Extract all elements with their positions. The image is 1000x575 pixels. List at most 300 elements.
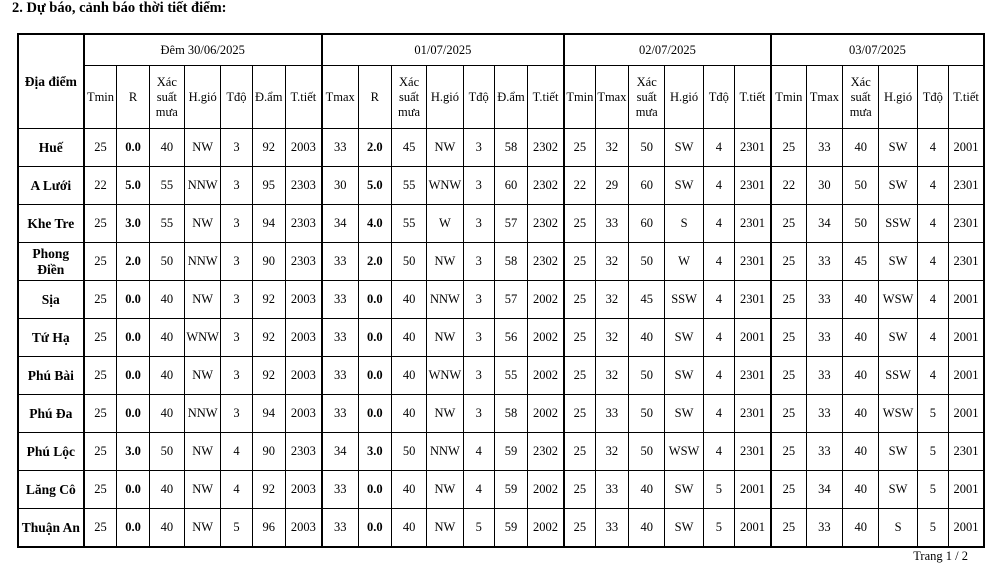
value-cell: 58 [494,395,527,433]
value-cell: SSW [665,281,703,319]
value-cell: NW [427,243,463,281]
value-cell: NW [427,509,463,548]
column-header: Tmax [806,66,842,129]
value-cell: NNW [184,167,220,205]
value-cell: 2301 [735,433,771,471]
value-cell: 33 [806,243,842,281]
value-cell: SSW [879,357,917,395]
value-cell: 34 [322,205,358,243]
table-row [18,433,984,471]
value-cell: 2301 [949,167,985,205]
value-cell: NW [427,319,463,357]
value-cell: 0.0 [117,395,149,433]
section-heading: 2. Dự báo, cảnh báo thời tiết điểm: [12,0,227,16]
value-cell: 40 [629,471,665,509]
value-cell: 33 [322,509,358,548]
value-cell: 59 [494,471,527,509]
value-cell: SW [879,167,917,205]
value-cell: NNW [427,433,463,471]
value-cell: 25 [771,243,806,281]
value-cell: 57 [494,281,527,319]
value-cell: 4 [703,167,734,205]
value-cell: 25 [84,243,117,281]
value-cell: 2301 [735,281,771,319]
value-cell: 50 [629,243,665,281]
value-cell: 4 [917,357,948,395]
value-cell: 90 [252,433,285,471]
value-cell: WNW [427,167,463,205]
value-cell: 22 [771,167,806,205]
value-cell: 59 [494,509,527,548]
value-cell: 5 [917,509,948,548]
value-cell: 2002 [528,357,564,395]
value-cell: 22 [564,167,595,205]
value-cell: 2301 [949,433,985,471]
value-cell: 32 [595,357,628,395]
location-cell: Lăng Cô [18,471,84,509]
value-cell: 40 [149,395,184,433]
value-cell: 57 [494,205,527,243]
value-cell: 25 [564,319,595,357]
value-cell: S [879,509,917,548]
column-header: T.tiết [285,66,321,129]
value-cell: 3.0 [117,205,149,243]
value-cell: SW [665,167,703,205]
value-cell: 33 [806,433,842,471]
value-cell: 2303 [285,243,321,281]
value-cell: 2003 [285,509,321,548]
value-cell: 55 [149,167,184,205]
value-cell: 25 [84,129,117,167]
location-cell: Phú Đa [18,395,84,433]
value-cell: 2003 [285,471,321,509]
column-header: Tmax [322,66,358,129]
value-cell: 60 [629,205,665,243]
value-cell: 5.0 [117,167,149,205]
value-cell: 34 [322,433,358,471]
value-cell: 4 [463,433,494,471]
location-cell: Sịa [18,281,84,319]
value-cell: 34 [806,205,842,243]
value-cell: 4 [703,129,734,167]
value-cell: 33 [806,509,842,548]
value-cell: 92 [252,471,285,509]
value-cell: SW [665,509,703,548]
value-cell: 2002 [528,471,564,509]
value-cell: 94 [252,205,285,243]
value-cell: 58 [494,243,527,281]
value-cell: 3 [463,319,494,357]
value-cell: 2002 [528,281,564,319]
value-cell: 40 [843,433,879,471]
value-cell: NW [427,395,463,433]
value-cell: WNW [427,357,463,395]
value-cell: NW [427,129,463,167]
value-cell: 25 [771,319,806,357]
value-cell: 3 [463,357,494,395]
column-header: Xác suất mưa [149,66,184,129]
table-row [18,129,984,167]
value-cell: 3 [221,357,252,395]
value-cell: 40 [391,471,426,509]
value-cell: 40 [843,471,879,509]
value-cell: 2001 [949,129,985,167]
value-cell: 3 [463,243,494,281]
value-cell: 25 [564,243,595,281]
column-header: R [117,66,149,129]
value-cell: 25 [84,319,117,357]
value-cell: 2001 [949,395,985,433]
value-cell: 3 [463,167,494,205]
value-cell: 40 [843,395,879,433]
period-header-row [18,34,984,66]
value-cell: 4 [917,243,948,281]
value-cell: 3 [221,395,252,433]
value-cell: 25 [564,205,595,243]
value-cell: 59 [494,433,527,471]
page-number: Trang 1 / 2 [913,549,968,563]
value-cell: 33 [806,281,842,319]
value-cell: 0.0 [358,395,391,433]
period-header: 01/07/2025 [322,34,564,66]
value-cell: 2002 [528,509,564,548]
column-header: Tđộ [703,66,734,129]
value-cell: 60 [494,167,527,205]
value-cell: 0.0 [117,471,149,509]
value-cell: 2.0 [358,243,391,281]
table-row [18,205,984,243]
value-cell: 50 [629,357,665,395]
value-cell: 2001 [949,509,985,548]
value-cell: 40 [391,395,426,433]
value-cell: 33 [806,395,842,433]
value-cell: 2301 [735,357,771,395]
value-cell: 5 [917,433,948,471]
column-header: H.gió [184,66,220,129]
value-cell: 2001 [949,471,985,509]
value-cell: 25 [564,395,595,433]
value-cell: 2301 [735,205,771,243]
table-row [18,509,984,548]
column-header: Tđộ [463,66,494,129]
value-cell: 2002 [528,395,564,433]
value-cell: 25 [84,205,117,243]
value-cell: 33 [322,243,358,281]
value-cell: 5 [917,471,948,509]
value-cell: 5 [917,395,948,433]
value-cell: 32 [595,433,628,471]
value-cell: 2003 [285,357,321,395]
value-cell: 4 [703,395,734,433]
value-cell: 33 [322,357,358,395]
value-cell: 25 [84,509,117,548]
value-cell: 33 [322,129,358,167]
value-cell: SSW [879,205,917,243]
value-cell: 40 [843,129,879,167]
value-cell: NNW [184,395,220,433]
value-cell: 4 [703,319,734,357]
value-cell: 25 [771,471,806,509]
value-cell: 60 [629,167,665,205]
value-cell: 4 [917,319,948,357]
value-cell: 25 [771,395,806,433]
value-cell: 40 [843,509,879,548]
value-cell: 45 [629,281,665,319]
value-cell: 2301 [735,129,771,167]
value-cell: 3.0 [358,433,391,471]
value-cell: 50 [629,433,665,471]
value-cell: 25 [564,471,595,509]
value-cell: 92 [252,319,285,357]
value-cell: W [427,205,463,243]
value-cell: 25 [564,281,595,319]
value-cell: 40 [391,357,426,395]
value-cell: 2303 [285,205,321,243]
value-cell: 33 [595,509,628,548]
value-cell: 40 [629,509,665,548]
column-header: T.tiết [735,66,771,129]
value-cell: 3 [221,243,252,281]
value-cell: 32 [595,281,628,319]
value-cell: 0.0 [358,509,391,548]
value-cell: 56 [494,319,527,357]
value-cell: 0.0 [117,129,149,167]
value-cell: 4 [221,433,252,471]
value-cell: SW [879,319,917,357]
value-cell: 4 [703,357,734,395]
column-header: R [358,66,391,129]
value-cell: 92 [252,129,285,167]
value-cell: 25 [564,129,595,167]
value-cell: 40 [391,281,426,319]
period-header: 03/07/2025 [771,34,984,66]
value-cell: S [665,205,703,243]
value-cell: 25 [771,357,806,395]
location-cell: A Lưới [18,167,84,205]
value-cell: 96 [252,509,285,548]
value-cell: 55 [149,205,184,243]
value-cell: NW [184,205,220,243]
period-header: Đêm 30/06/2025 [84,34,322,66]
value-cell: 0.0 [117,281,149,319]
value-cell: NW [184,509,220,548]
value-cell: 25 [564,433,595,471]
value-cell: NW [184,357,220,395]
value-cell: SW [879,243,917,281]
value-cell: 4 [917,167,948,205]
value-cell: 29 [595,167,628,205]
value-cell: SW [665,471,703,509]
value-cell: NNW [427,281,463,319]
table-row [18,281,984,319]
value-cell: 0.0 [358,471,391,509]
value-cell: 3 [463,205,494,243]
value-cell: 95 [252,167,285,205]
table-row [18,319,984,357]
location-cell: Phong Điền [18,243,84,281]
value-cell: 3 [221,319,252,357]
value-cell: 40 [149,129,184,167]
value-cell: 2301 [949,205,985,243]
value-cell: 2001 [735,471,771,509]
value-cell: 92 [252,357,285,395]
value-cell: 2302 [528,433,564,471]
value-cell: 50 [149,433,184,471]
forecast-table [17,33,985,548]
value-cell: 50 [629,129,665,167]
value-cell: 2302 [528,243,564,281]
value-cell: 33 [806,129,842,167]
value-cell: NW [184,471,220,509]
value-cell: 4 [221,471,252,509]
value-cell: 3 [221,129,252,167]
column-header: Xác suất mưa [843,66,879,129]
value-cell: 4 [917,281,948,319]
value-cell: 3 [463,281,494,319]
value-cell: 5 [703,471,734,509]
value-cell: 55 [391,167,426,205]
value-cell: 0.0 [117,319,149,357]
value-cell: 25 [771,433,806,471]
value-cell: 50 [629,395,665,433]
value-cell: 2001 [735,319,771,357]
value-cell: 33 [806,357,842,395]
value-cell: 33 [595,205,628,243]
location-cell: Tứ Hạ [18,319,84,357]
value-cell: 4 [917,205,948,243]
value-cell: 25 [771,281,806,319]
value-cell: 33 [322,319,358,357]
value-cell: 5.0 [358,167,391,205]
table-row [18,167,984,205]
value-cell: NW [184,433,220,471]
value-cell: 3 [221,205,252,243]
value-cell: NW [184,129,220,167]
column-header: T.tiết [528,66,564,129]
value-cell: 0.0 [117,509,149,548]
value-cell: 40 [149,319,184,357]
value-cell: 2001 [735,509,771,548]
value-cell: 0.0 [358,281,391,319]
value-cell: 25 [84,433,117,471]
value-cell: SW [879,471,917,509]
column-header: H.gió [427,66,463,129]
value-cell: 50 [843,167,879,205]
column-header: Tmin [84,66,117,129]
value-cell: 40 [843,281,879,319]
value-cell: 22 [84,167,117,205]
value-cell: 0.0 [117,357,149,395]
value-cell: SW [879,433,917,471]
value-cell: 2302 [528,129,564,167]
value-cell: 32 [595,129,628,167]
column-header: T.tiết [949,66,985,129]
value-cell: 2001 [949,357,985,395]
table-row [18,471,984,509]
location-cell: Khe Tre [18,205,84,243]
value-cell: 5 [703,509,734,548]
value-cell: NW [184,281,220,319]
value-cell: 40 [629,319,665,357]
value-cell: 25 [771,509,806,548]
value-cell: 3 [463,395,494,433]
value-cell: 2003 [285,319,321,357]
value-cell: 33 [595,395,628,433]
column-header: Đ.ẩm [494,66,527,129]
value-cell: 0.0 [358,319,391,357]
value-cell: 40 [391,509,426,548]
column-header: Tmin [771,66,806,129]
value-cell: 25 [564,509,595,548]
value-cell: 3 [463,129,494,167]
column-header: Xác suất mưa [629,66,665,129]
value-cell: 40 [149,471,184,509]
value-cell: 58 [494,129,527,167]
value-cell: WSW [879,395,917,433]
table-row [18,395,984,433]
value-cell: 40 [149,357,184,395]
column-header: H.gió [879,66,917,129]
column-header: Tmax [595,66,628,129]
value-cell: SW [665,395,703,433]
value-cell: 55 [494,357,527,395]
location-cell: Phú Lộc [18,433,84,471]
value-cell: 25 [84,357,117,395]
value-cell: 5 [463,509,494,548]
value-cell: 2.0 [358,129,391,167]
value-cell: 33 [806,319,842,357]
value-cell: 2301 [949,243,985,281]
period-header: 02/07/2025 [564,34,771,66]
value-cell: 3.0 [117,433,149,471]
value-cell: 2303 [285,433,321,471]
forecast-table-body [18,129,984,548]
value-cell: 25 [771,129,806,167]
value-cell: 4 [703,205,734,243]
value-cell: 50 [391,243,426,281]
value-cell: 2003 [285,129,321,167]
value-cell: 2001 [949,281,985,319]
value-cell: 30 [806,167,842,205]
value-cell: 4.0 [358,205,391,243]
value-cell: NW [427,471,463,509]
value-cell: 25 [84,395,117,433]
table-row [18,243,984,281]
value-cell: 30 [322,167,358,205]
value-cell: 3 [221,281,252,319]
value-cell: 34 [806,471,842,509]
value-cell: 2002 [528,319,564,357]
value-cell: 0.0 [358,357,391,395]
column-header: Tmin [564,66,595,129]
value-cell: 45 [391,129,426,167]
value-cell: SW [665,319,703,357]
value-cell: 2301 [735,243,771,281]
value-cell: 50 [843,205,879,243]
value-cell: 5 [221,509,252,548]
value-cell: 4 [703,243,734,281]
value-cell: 40 [843,319,879,357]
value-cell: 40 [843,357,879,395]
value-cell: W [665,243,703,281]
value-cell: 25 [84,471,117,509]
value-cell: 3 [221,167,252,205]
value-cell: 25 [84,281,117,319]
value-cell: 2001 [949,319,985,357]
column-header: Đ.ẩm [252,66,285,129]
column-header-row [18,66,984,129]
value-cell: 40 [149,281,184,319]
